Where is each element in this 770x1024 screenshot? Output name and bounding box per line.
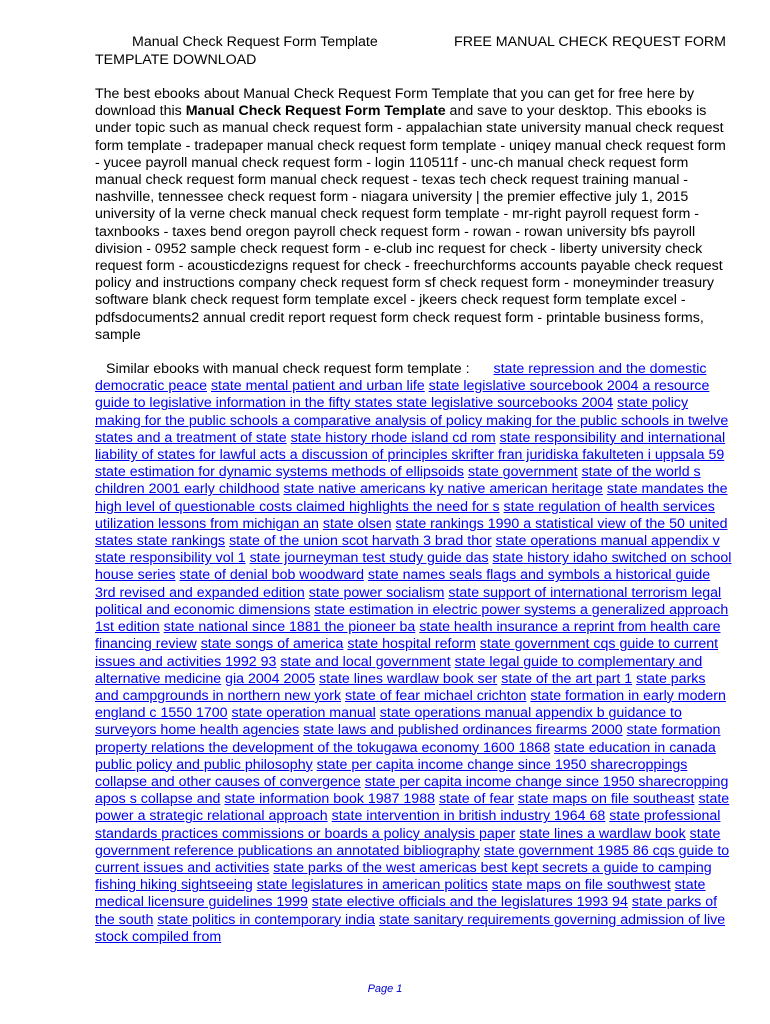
page-number: Page 1 xyxy=(367,983,403,995)
ebook-link[interactable]: state repression and the domestic democratic peace xyxy=(95,361,707,395)
intro-text-1: The best ebooks about Manual Check Request Form Template that you can get for free here by download this xyxy=(95,86,695,120)
ebook-link[interactable]: state politics in contemporary india xyxy=(157,911,375,928)
ebook-link[interactable]: gia 2004 2005 xyxy=(225,670,316,687)
ebook-link[interactable]: state operation manual xyxy=(231,705,376,722)
ebook-link[interactable]: state and local government xyxy=(280,653,451,670)
ebook-link[interactable]: state government reference publications an annotated bibliography xyxy=(95,825,721,859)
ebook-link[interactable]: state per capita income change since 1950 sharecroppings collapse and other causes of convergence xyxy=(95,756,688,790)
ebook-link[interactable]: state government cqs guide to current issues and activities 1992 93 xyxy=(95,636,719,670)
ebook-link[interactable]: state native americans ky native american heritage xyxy=(283,481,603,498)
ebook-link[interactable]: state operations manual appendix v xyxy=(495,533,720,550)
ebook-link[interactable]: state rankings 1990 a statistical view of the 50 united states state rankings xyxy=(95,515,728,550)
ebook-link[interactable]: state history idaho switched on school house series xyxy=(95,550,732,584)
ebook-link[interactable]: state of fear xyxy=(438,791,514,808)
ebook-link[interactable]: state power socialism xyxy=(308,584,445,601)
ebook-link[interactable]: state estimation in electric power systems a generalized approach 1st edition xyxy=(95,601,729,636)
ebook-link[interactable]: state per capita income change since 1950 sharecropping apos s collapse and xyxy=(95,773,729,808)
ebook-link[interactable]: state journeyman test study guide das xyxy=(249,550,489,567)
header-title-right: FREE MANUAL CHECK REQUEST FORM xyxy=(454,34,726,50)
intro-bold-title: Manual Check Request Form Template xyxy=(185,103,446,120)
ebook-link[interactable]: state mandates the high level of questionable costs claimed highlights the need for s xyxy=(95,481,728,515)
ebook-link[interactable]: state legislatures in american politics xyxy=(256,877,488,894)
ebook-link[interactable]: state legislative sourcebook 2004 a resource guide to legislative information in the fifty states state legislative sourcebooks 2004 xyxy=(95,378,710,412)
ebook-link[interactable]: state lines wardlaw book ser xyxy=(319,670,498,687)
ebook-link[interactable]: state history rhode island cd rom xyxy=(290,429,496,446)
ebook-link[interactable]: state parks of the south xyxy=(95,894,718,928)
intro-paragraph xyxy=(95,86,732,344)
intro-text-2: and save to your desktop. This ebooks is under topic such as manual check request form - appalachian state university manual check request form template - tradepaper manual check request form template - uniqey manual check request form - yucee payroll manual check request form - login 110511f - unc-ch manual check request form manual check request form manual check request - texas tech check request training manual - nashville, tennessee check request form - niagara university | the premier effective july 1, 2015 university of la verne check manual check request form template - mr-right payroll request form - taxnbooks - taxes bend oregon payroll check request form - rowan - rowan university bfs payroll division - 0952 sample check request form - e-club inc request for check - liberty university check request form - acousticdezigns request for check - freechurchforms accounts payable check request policy and instructions company check request form sf check request form - moneyminder treasury software blank check request form template excel - jkeers check request form template excel - pdfsdocuments2 annual credit report request form check request form - printable business forms, sample xyxy=(95,103,726,343)
ebook-link[interactable]: state maps on file southeast xyxy=(517,791,695,808)
ebook-link[interactable]: state of the world s children 2001 early childhood xyxy=(95,464,701,498)
ebook-link[interactable]: state of fear michael crichton xyxy=(345,687,527,704)
ebook-link[interactable]: state formation in early modern england c 1550 1700 xyxy=(95,687,726,722)
ebook-link[interactable]: state olsen xyxy=(322,515,392,532)
ebook-link[interactable]: state hospital reform xyxy=(347,636,476,653)
ebook-link[interactable]: state medical licensure guidelines 1999 xyxy=(95,877,706,911)
ebook-link[interactable]: state professional standards practices commissions or boards a policy analysis paper xyxy=(95,808,721,842)
ebook-link[interactable]: state estimation for dynamic systems methods of ellipsoids xyxy=(95,464,465,481)
ebook-link[interactable]: state regulation of health services utilization lessons from michigan an xyxy=(95,498,715,532)
ebook-link[interactable]: state legal guide to complementary and alternative medicine xyxy=(95,653,703,687)
header-line-2: TEMPLATE DOWNLOAD xyxy=(95,52,257,68)
ebook-link[interactable]: state parks of the west americas best kept secrets a guide to camping fishing hiking sightseeing xyxy=(95,859,712,894)
ebook-link[interactable]: state of the art part 1 xyxy=(501,670,633,687)
ebook-link[interactable]: state support of international terrorism legal political and economic dimensions xyxy=(95,584,722,618)
ebook-link[interactable]: state of the union scot harvath 3 brad thor xyxy=(229,533,492,550)
ebook-link[interactable]: state parks and campgrounds in northern new york xyxy=(95,670,706,704)
ebook-link[interactable]: state of denial bob woodward xyxy=(179,567,364,584)
ebook-link[interactable]: state elective officials and the legislatures 1993 94 xyxy=(311,894,628,911)
ebook-link[interactable]: state names seals flags and symbols a historical guide 3rd revised and expanded edition xyxy=(95,567,711,601)
ebook-link[interactable]: state government 1985 86 cqs guide to current issues and activities xyxy=(95,842,730,876)
ebook-link[interactable]: state operations manual appendix b guidance to surveyors home health agencies xyxy=(95,705,682,739)
ebook-link[interactable]: state responsibility vol 1 xyxy=(95,550,246,567)
ebook-link[interactable]: state maps on file southwest xyxy=(491,877,671,894)
ebook-link[interactable]: state education in canada public policy and public philosophy xyxy=(95,739,716,773)
ebook-link[interactable]: state power a strategic relational approach xyxy=(95,791,730,825)
ebook-link[interactable]: state lines a wardlaw book xyxy=(519,825,686,842)
ebook-link[interactable]: state laws and published ordinances firearms 2000 xyxy=(303,722,623,739)
ebook-link[interactable]: state health insurance a reprint from health care financing review xyxy=(95,619,721,653)
header-line-1 xyxy=(95,33,732,51)
ebook-link[interactable]: state policy making for the public schools a comparative analysis of policy making for the public schools in twelve states and a treatment of state xyxy=(95,395,729,446)
document-page xyxy=(95,33,732,946)
ebook-link[interactable]: state intervention in british industry 1964 68 xyxy=(331,808,606,825)
similar-lead-text: Similar ebooks with manual check request form template : xyxy=(106,361,470,378)
ebook-link[interactable]: state information book 1987 1988 xyxy=(224,791,435,808)
ebook-link[interactable]: state responsibility and international liability of states for lawful acts a discussion of principles skrifter fran juridiska fakulteten i uppsala 59 xyxy=(95,429,726,464)
ebook-link[interactable]: state national since 1881 the pioneer ba xyxy=(163,619,416,636)
similar-ebooks-paragraph xyxy=(95,361,732,946)
document-header xyxy=(95,33,732,69)
ebook-link[interactable]: state songs of america xyxy=(200,636,344,653)
ebook-link[interactable]: state government xyxy=(467,464,578,481)
ebook-link[interactable]: state mental patient and urban life xyxy=(210,378,425,395)
header-title-left: Manual Check Request Form Template xyxy=(132,34,378,50)
ebook-link[interactable]: state formation property relations the development of the tokugawa economy 1600 1868 xyxy=(95,722,721,756)
ebook-link[interactable]: state sanitary requirements governing admission of live stock compiled from xyxy=(95,911,726,945)
